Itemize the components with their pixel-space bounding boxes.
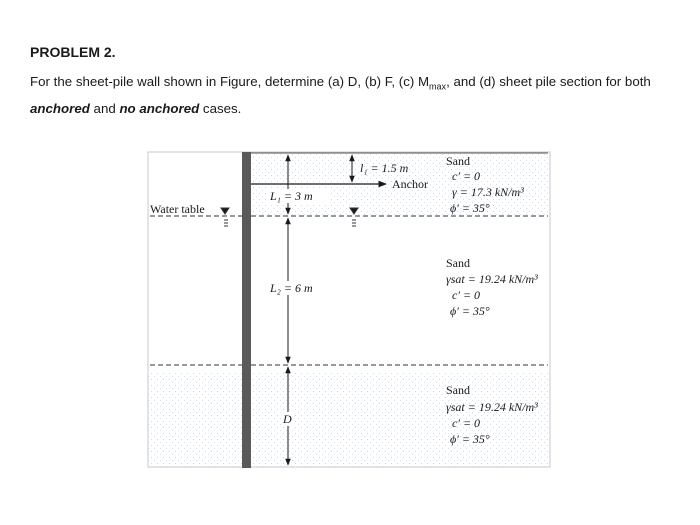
water-table-symbol-left bbox=[221, 208, 229, 226]
L1-label: L₁ = 3 m bbox=[270, 189, 313, 203]
svg-text:γsat = 19.24 kN/m³: γsat = 19.24 kN/m³ bbox=[446, 272, 538, 286]
water-table-symbol-right bbox=[350, 208, 358, 226]
statement-emphasis-no-anchored: no anchored bbox=[119, 100, 200, 116]
statement-emphasis-anchored: anchored bbox=[30, 100, 90, 116]
sheet-pile bbox=[242, 152, 251, 468]
soil-bottom-right bbox=[251, 372, 550, 467]
water-table-label: Water table bbox=[150, 202, 205, 216]
layer-2-properties bbox=[446, 256, 538, 318]
soil-bottom-left bbox=[148, 372, 242, 467]
statement-subscript: max bbox=[429, 81, 447, 92]
problem-heading: PROBLEM 2. bbox=[30, 44, 116, 60]
svg-text:c′ = 0: c′ = 0 bbox=[452, 288, 481, 302]
anchor-label: Anchor bbox=[392, 177, 428, 191]
svg-text:ϕ′ = 35°: ϕ′ = 35° bbox=[450, 304, 490, 318]
D-label: D bbox=[283, 412, 292, 426]
svg-text:Sand: Sand bbox=[446, 154, 470, 168]
svg-text:γsat = 19.24 kN/m³: γsat = 19.24 kN/m³ bbox=[446, 400, 538, 414]
svg-text:γ = 17.3 kN/m³: γ = 17.3 kN/m³ bbox=[452, 185, 524, 199]
svg-text:ϕ′ = 35°: ϕ′ = 35° bbox=[450, 201, 490, 215]
statement-text-2: , and (d) sheet pile section for both bbox=[446, 74, 651, 89]
statement-text-4: cases. bbox=[199, 100, 242, 116]
statement-text-3: and bbox=[89, 100, 120, 116]
l1-label: l₁ = 1.5 m bbox=[360, 161, 409, 175]
statement-text-1: For the sheet-pile wall shown in Figure, determine (a) D, (b) F, (c) M bbox=[30, 74, 430, 89]
svg-text:ϕ′ = 35°: ϕ′ = 35° bbox=[450, 432, 490, 446]
L2-label: L₂ = 6 m bbox=[270, 281, 313, 295]
svg-text:c′ = 0: c′ = 0 bbox=[452, 416, 481, 430]
svg-text:c′ = 0: c′ = 0 bbox=[452, 169, 481, 183]
svg-text:Sand: Sand bbox=[446, 383, 470, 397]
svg-text:Sand: Sand bbox=[446, 256, 470, 270]
